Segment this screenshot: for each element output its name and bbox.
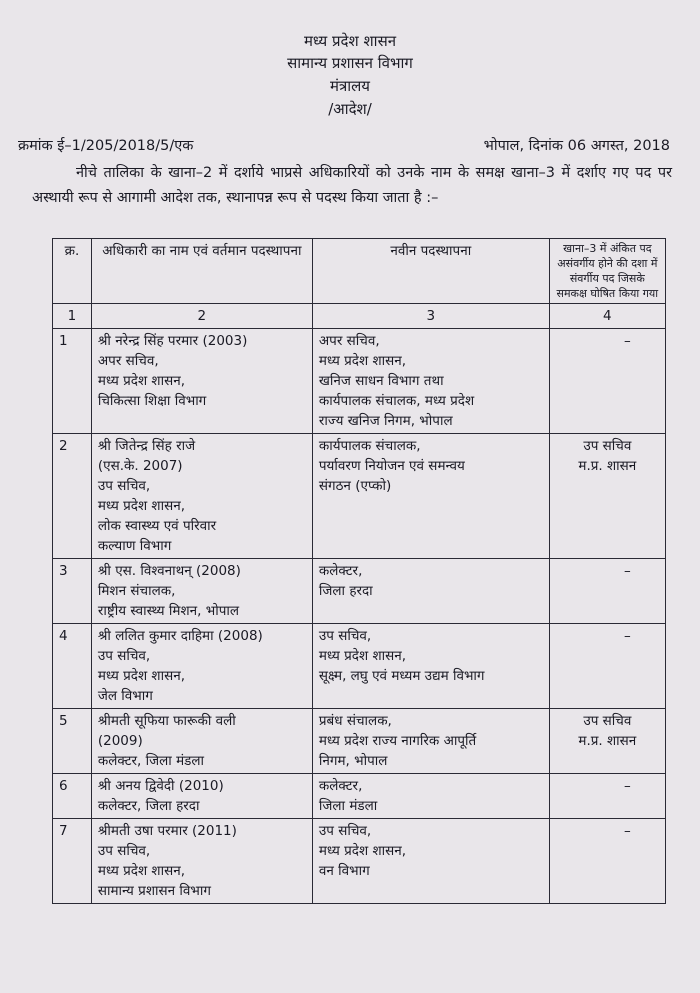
new-posting-line: पर्यावरण नियोजन एवं समन्वय [318, 458, 465, 474]
new-posting-line: उप सचिव, [318, 823, 372, 839]
new-posting-cell [312, 819, 549, 904]
current-posting-line: (2009) [97, 733, 143, 749]
equivalent-dash: – [623, 563, 631, 579]
header-ministry: मंत्रालय [329, 77, 370, 95]
current-posting-line: मिशन संचालक, [97, 583, 176, 599]
new-posting-line: मध्य प्रदेश शासन, [318, 353, 407, 369]
new-posting-line: प्रबंध संचालक, [318, 713, 392, 729]
new-posting-line: मध्य प्रदेश शासन, [318, 648, 407, 664]
officer-cell [91, 624, 312, 709]
header-order: /आदेश/ [328, 100, 372, 118]
officer-cell [91, 819, 312, 904]
row-serial: 5 [53, 709, 92, 774]
new-posting-line: अपर सचिव, [318, 333, 380, 349]
new-posting-line: कार्यपालक संचालक, मध्य प्रदेश [318, 393, 475, 409]
table-row [53, 709, 666, 774]
table-body [53, 329, 666, 904]
order-date: भोपाल, दिनांक 06 अगस्त, 2018 [483, 138, 670, 154]
current-posting-line: मध्य प्रदेश शासन, [97, 498, 186, 514]
new-posting-line: कलेक्टर, [318, 563, 363, 579]
officer-cell [91, 329, 312, 434]
row-serial: 1 [53, 329, 92, 434]
new-posting-line: संगठन (एप्को) [318, 478, 392, 494]
current-posting-line: अपर सचिव, [97, 353, 159, 369]
current-posting-line: लोक स्वास्थ्य एवं परिवार [97, 518, 217, 534]
new-posting-line: जिला हरदा [318, 583, 373, 599]
table-header-row [53, 239, 666, 304]
new-posting-line: जिला मंडला [318, 798, 378, 814]
equivalent-post-line: म.प्र. शासन [578, 458, 637, 474]
current-posting-line: कलेक्टर, जिला मंडला [97, 753, 205, 769]
new-posting-line: खनिज साधन विभाग तथा [318, 373, 444, 389]
new-posting-line: उप सचिव, [318, 628, 372, 644]
header-new-posting: नवीन पदस्थापना [312, 239, 549, 304]
new-posting-line: कार्यपालक संचालक, [318, 438, 421, 454]
equivalent-dash: – [623, 333, 631, 349]
row-serial: 4 [53, 624, 92, 709]
new-posting-cell [312, 559, 549, 624]
current-posting-line: (एस.के. 2007) [97, 458, 183, 474]
new-posting-cell [312, 774, 549, 819]
new-posting-line: मध्य प्रदेश राज्य नागरिक आपूर्ति [318, 733, 477, 749]
column-number: 4 [549, 304, 665, 329]
current-posting-line: उप सचिव, [97, 478, 151, 494]
current-posting-line: मध्य प्रदेश शासन, [97, 373, 186, 389]
equivalent-post-cell [549, 434, 665, 559]
equivalent-post-line: उप सचिव [583, 713, 632, 729]
current-posting-line: मध्य प्रदेश शासन, [97, 668, 186, 684]
officer-cell [91, 774, 312, 819]
column-number: 1 [53, 304, 92, 329]
table-row [53, 434, 666, 559]
new-posting-line: वन विभाग [318, 863, 370, 879]
table-row [53, 559, 666, 624]
current-posting-line: जेल विभाग [97, 688, 153, 704]
officer-name: श्री नरेन्द्र सिंह परमार (2003) [97, 333, 248, 349]
new-posting-line: निगम, भोपाल [318, 753, 388, 769]
column-number-row [53, 304, 666, 329]
header-officer-current: अधिकारी का नाम एवं वर्तमान पदस्थापना [91, 239, 312, 304]
intro-paragraph: नीचे तालिका के खाना–2 में दर्शाये भाप्रसे अधिकारियों को उनके नाम के समक्ष खाना–3 में दर्शाए गए पद पर अस्थायी रूप से आगामी आदेश तक, स्थानापन्न रूप से पदस्थ किया जाता है :– [32, 165, 672, 206]
officer-cell [91, 434, 312, 559]
equivalent-dash: – [623, 628, 631, 644]
current-posting-line: राष्ट्रीय स्वास्थ्य मिशन, भोपाल [97, 603, 240, 619]
header-government: मध्य प्रदेश शासन [303, 32, 397, 50]
officer-name: श्री एस. विश्वनाथन् (2008) [97, 563, 241, 579]
current-posting-line: कलेक्टर, जिला हरदा [97, 798, 200, 814]
table-row [53, 624, 666, 709]
new-posting-line: राज्य खनिज निगम, भोपाल [318, 413, 453, 429]
new-posting-line: मध्य प्रदेश शासन, [318, 843, 407, 859]
header-equivalent-post: खाना–3 में अंकित पद असंवर्गीय होने की दशा में संवर्गीय पद जिसके समकक्ष घोषित किया गया [549, 239, 665, 304]
row-serial: 7 [53, 819, 92, 904]
equivalent-post-cell [549, 624, 665, 709]
equivalent-post-cell [549, 774, 665, 819]
new-posting-cell [312, 329, 549, 434]
new-posting-cell [312, 434, 549, 559]
row-serial: 6 [53, 774, 92, 819]
equivalent-post-cell [549, 559, 665, 624]
current-posting-line: सामान्य प्रशासन विभाग [97, 883, 211, 899]
equivalent-dash: – [623, 823, 631, 839]
header-serial: क्र. [53, 239, 92, 304]
current-posting-line: कल्याण विभाग [97, 538, 172, 554]
new-posting-line: कलेक्टर, [318, 778, 363, 794]
current-posting-line: मध्य प्रदेश शासन, [97, 863, 186, 879]
row-serial: 3 [53, 559, 92, 624]
postings-table [52, 238, 666, 904]
current-posting-line: उप सचिव, [97, 648, 151, 664]
officer-name: श्रीमती उषा परमार (2011) [97, 823, 237, 839]
equivalent-post-cell [549, 819, 665, 904]
current-posting-line: चिकित्सा शिक्षा विभाग [97, 393, 207, 409]
equivalent-post-cell [549, 329, 665, 434]
officer-name: श्रीमती सूफिया फारूकी वली [97, 713, 236, 729]
equivalent-post-line: उप सचिव [583, 438, 632, 454]
equivalent-post-line: म.प्र. शासन [578, 733, 637, 749]
new-posting-cell [312, 709, 549, 774]
column-number: 3 [312, 304, 549, 329]
officer-cell [91, 559, 312, 624]
column-number: 2 [91, 304, 312, 329]
officer-name: श्री जितेन्द्र सिंह राजे [97, 438, 196, 454]
equivalent-post-cell [549, 709, 665, 774]
table-row [53, 329, 666, 434]
officer-name: श्री अनय द्विवेदी (2010) [97, 778, 224, 794]
header-department: सामान्य प्रशासन विभाग [287, 54, 413, 72]
officer-cell [91, 709, 312, 774]
order-number: क्रमांक ई–1/205/2018/5/एक [18, 138, 194, 154]
row-serial: 2 [53, 434, 92, 559]
officer-name: श्री ललित कुमार दाहिमा (2008) [97, 628, 263, 644]
table-row [53, 819, 666, 904]
equivalent-dash: – [623, 778, 631, 794]
new-posting-cell [312, 624, 549, 709]
new-posting-line: सूक्ष्म, लघु एवं मध्यम उद्यम विभाग [318, 668, 485, 684]
table-row [53, 774, 666, 819]
current-posting-line: उप सचिव, [97, 843, 151, 859]
